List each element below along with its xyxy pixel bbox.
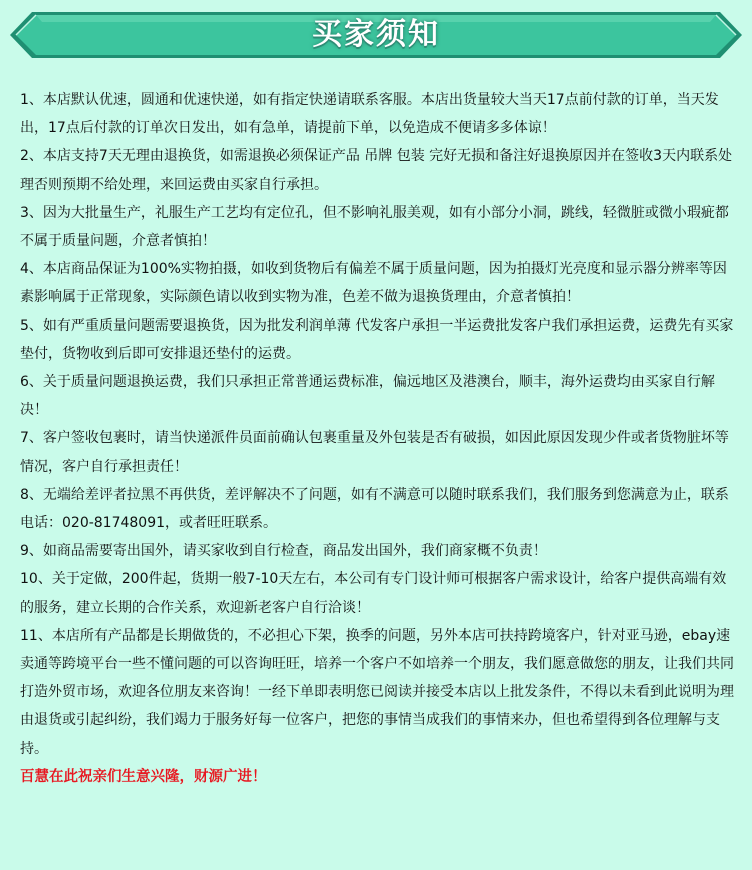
notice-item-5: 5、如有严重质量问题需要退换货，因为批发利润单薄 代发客户承担一半运费批发客户我们承担运费，运费先有买家垫付，货物收到后即可安排退还垫付的运费。 — [20, 317, 734, 362]
title-banner — [10, 6, 742, 64]
closing-greeting: 百慧在此祝亲们生意兴隆，财源广进！ — [20, 768, 267, 785]
notice-item-11: 11、本店所有产品都是长期做货的，不必担心下架，换季的问题，另外本店可扶持跨境客户，针对亚马逊，ebay速卖通等跨境平台一些不懂问题的可以咨询旺旺，培养一个客户不如培养一个朋友，我们愿意做您的朋友，让我们共同打造外贸市场，欢迎各位朋友来咨询！一经下单即表明您已阅读并接受本店以上批发条件，不得以未看到此说明为理由退货或引起纠纷，我们竭力于服务好每一位客户，把您的事情当成我们的事情来办，但也希望得到各位理解与支持。 — [20, 627, 734, 757]
notice-item-9: 9、如商品需要寄出国外，请买家收到自行检查，商品发出国外，我们商家概不负责！ — [20, 543, 547, 560]
notice-item-4: 4、本店商品保证为100%实物拍摄，如收到货物后有偏差不属于质量问题，因为拍摄灯光亮度和显示器分辨率等因素影响属于正常现象，实际颜色请以收到实物为准，色差不做为退换货理由，介意者慎拍！ — [20, 261, 727, 306]
notice-item-10: 10、关于定做，200件起，货期一般7-10天左右，本公司有专门设计师可根据客户需求设计，给客户提供高端有效的服务，建立长期的合作关系，欢迎新老客户自行洽谈！ — [20, 571, 727, 616]
notice-item-8: 8、无端给差评者拉黑不再供货，差评解决不了问题，如有不满意可以随时联系我们，我们服务到您满意为止，联系电话：020-81748091，或者旺旺联系。 — [20, 486, 729, 532]
notice-list — [20, 86, 736, 791]
notice-item-7: 7、客户签收包裹时，请当快递派件员面前确认包裹重量及外包装是否有破损，如因此原因发现少件或者货物脏坏等情况，客户自行承担责任！ — [20, 430, 729, 475]
notice-item-1: 1、本店默认优速，圆通和优速快递，如有指定快递请联系客服。本店出货量较大当天17点前付款的订单，当天发出，17点后付款的订单次日发出，如有急单，请提前下单，以免造成不便请多多体谅！ — [20, 92, 719, 137]
notice-item-3: 3、因为大批量生产，礼服生产工艺均有定位孔，但不影响礼服美观，如有小部分小洞，跳线，轻微脏或微小瑕疵都不属于质量问题，介意者慎拍！ — [20, 204, 729, 250]
page-title: 买家须知 — [312, 17, 440, 52]
notice-item-2: 2、本店支持7天无理由退换货，如需退换必须保证产品 吊牌 包装 完好无损和备注好退换原因并在签收3天内联系处理否则预期不给处理，来回运费由买家自行承担。 — [20, 148, 733, 193]
notice-item-6: 6、关于质量问题退换运费，我们只承担正常普通运费标准，偏远地区及港澳台，顺丰，海外运费均由买家自行解决！ — [20, 374, 715, 419]
